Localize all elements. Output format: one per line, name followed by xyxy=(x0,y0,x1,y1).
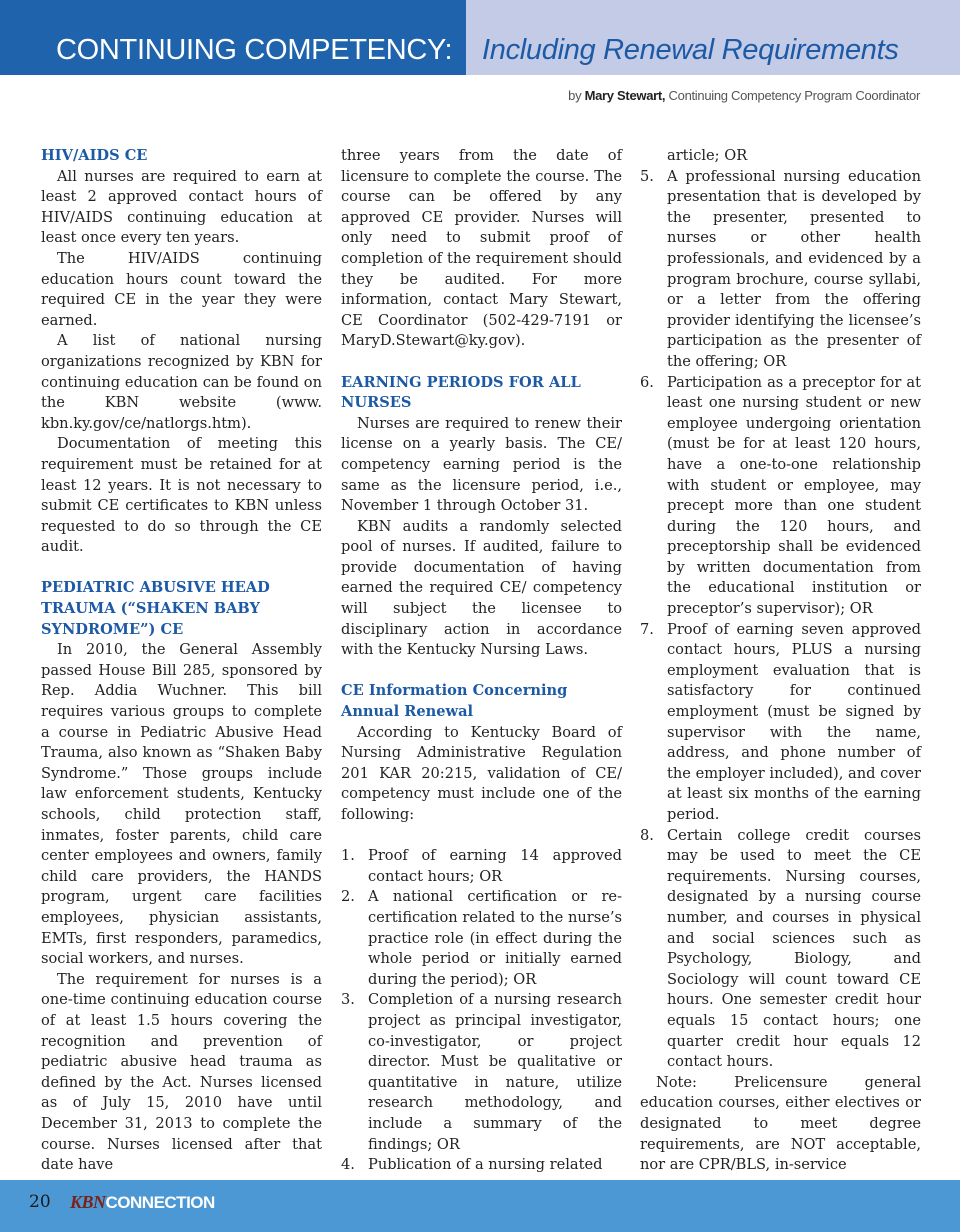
hiv-paragraph-1: All nurses are required to earn at least 2 approved contact hours of HIV/AIDS continuing education at least once every ten years. xyxy=(41,167,322,247)
list-item-number: 5. xyxy=(640,167,654,185)
list-item-text: A professional nursing education presentation that is developed by the presenter, presented to nurses or other health professionals, and evidenced by a program brochure, course syllabi, or a letter from the offering provider identifying the licensee’s participation as the presenter of the offering; OR xyxy=(667,167,921,370)
section-heading-renewal: CE Information Concerning Annual Renewal xyxy=(341,682,568,721)
list-item xyxy=(341,990,622,1155)
byline-author: Mary Stewart, xyxy=(584,88,666,103)
logo-connection: CONNECTION xyxy=(105,1193,215,1212)
earning-paragraph-2: KBN audits a randomly selected pool of nurses. If audited, failure to provide documentation of having earned the required CE/ competency will subject the licensee to disciplinary action in accordance with the Kentucky Nursing Laws. xyxy=(341,517,622,659)
list-item xyxy=(640,620,921,826)
page-header xyxy=(0,0,960,75)
spacer xyxy=(41,558,322,579)
requirements-list xyxy=(341,846,622,1176)
renewal-note: Note: Prelicensure general education courses, either electives or designated to meet degree requirements, are NOT acceptable, nor are CPR/BLS, in-service xyxy=(640,1073,921,1174)
page-subtitle: Including Renewal Requirements xyxy=(482,34,899,66)
list-item-text: Publication of a nursing related xyxy=(368,1156,603,1174)
earning-paragraph-1: Nurses are required to renew their license on a yearly basis. The CE/ competency earning period is the same as the licensure period, i.e., November 1 through October 31. xyxy=(341,414,622,515)
list-item-text: A national certification or re-certification related to the nurse’s practice role (in effect during the whole period or initially earned during the period); OR xyxy=(368,888,622,988)
renewal-intro: According to Kentucky Board of Nursing Administrative Regulation 201 KAR 20:215, validation of CE/ competency must include one of the following: xyxy=(341,723,622,823)
list-item-text: Proof of earning seven approved contact hours, PLUS a nursing employment evaluation that is satisfactory for continued employment (must be signed by supervisor with the name, address, and phone number of the employer included), and cover at least six months of the earning period. xyxy=(667,620,921,823)
pediatric-paragraph-1: In 2010, the General Assembly passed House Bill 285, sponsored by Rep. Addia Wuchner. This bill requires various groups to complete a course in Pediatric Abusive Head Trauma, also known as “Shaken Baby Syndrome.” Those groups include law enforcement students, Kentucky schools, child protection staff, inmates, foster parents, child care center employees and owners, family child care providers, the HANDS program, urgent care facilities employees, physician assistants, EMTs, first responders, paramedics, social workers, and nurses. xyxy=(41,641,322,968)
list-item xyxy=(341,846,622,887)
list-item-number: 6. xyxy=(640,373,654,391)
list-item xyxy=(640,373,921,620)
list-item-number: 2. xyxy=(341,888,355,906)
list-item-text: Certain college credit courses may be used to meet the CE requirements. Nursing courses, designated by a nursing course number, and courses in physical and social sciences such as Psychology, Biology, and Sociology will count toward CE hours. One semester credit hour equals 15 contact hours; one quarter credit hour equals 12 contact hours. xyxy=(667,826,921,1071)
list-item xyxy=(341,887,622,990)
spacer xyxy=(341,826,622,847)
requirements-list-continued xyxy=(640,167,921,1073)
list-item-4-continued: article; OR xyxy=(667,147,748,164)
byline-role: Continuing Competency Program Coordinator xyxy=(665,88,920,103)
list-item-number: 1. xyxy=(341,847,355,865)
section-heading-earning: EARNING PERIODS FOR ALL NURSES xyxy=(341,373,581,412)
list-item-text: Completion of a nursing research project as principal investigator, co-investigator, or project director. Must be qualitative or quantitative in nature, utilize research methodology, and include a summary of the findings; OR xyxy=(368,991,622,1153)
list-item-text: Proof of earning 14 approved contact hours; OR xyxy=(368,847,622,885)
spacer xyxy=(341,352,622,373)
section-heading-pediatric: PEDIATRIC ABUSIVE HEAD TRAUMA (“SHAKEN BABY SYNDROME”) CE xyxy=(41,579,270,638)
list-item xyxy=(341,1155,622,1176)
hiv-paragraph-2: The HIV/AIDS continuing education hours count toward the required CE in the year they were earned. xyxy=(41,249,322,329)
section-heading-hiv: HIV/AIDS CE xyxy=(41,147,148,164)
hiv-paragraph-3: A list of national nursing organizations recognized by KBN for continuing education can be found on the KBN website (www. kbn.ky.gov/ce/natlorgs.htm). xyxy=(41,332,322,432)
byline-prefix: by xyxy=(568,88,585,103)
list-item-number: 3. xyxy=(341,991,355,1009)
list-item-number: 8. xyxy=(640,826,654,844)
list-item-number: 7. xyxy=(640,620,654,638)
kbn-connection-logo xyxy=(70,1192,215,1213)
column-right xyxy=(640,146,921,1176)
pediatric-paragraph-2: The requirement for nurses is a one-time continuing education course of at least 1.5 hours covering the recognition and prevention of pediatric abusive head trauma as defined by the Act. Nurses licensed as of July 15, 2010 have until December 31, 2013 to complete the course. Nurses licensed after that date have xyxy=(41,970,322,1174)
page-title: CONTINUING COMPETENCY: xyxy=(56,34,453,66)
list-item xyxy=(640,826,921,1073)
column-left xyxy=(41,146,322,1176)
list-item-text: Participation as a preceptor for at least one nursing student or new employee undergoing orientation (must be for at least 120 hours, have a one-to-one relationship with student or employee, may precept more than one student during the 120 hours, and preceptorship shall be evidenced by written documentation from the educational institution or preceptor’s supervisor); OR xyxy=(667,373,921,618)
page-number: 20 xyxy=(29,1192,51,1212)
hiv-paragraph-4: Documentation of meeting this requirement must be retained for at least 12 years. It is not necessary to submit CE certificates to KBN unless requested to do so through the CE audit. xyxy=(41,435,322,556)
byline xyxy=(568,88,920,103)
column-middle xyxy=(341,146,622,1176)
spacer xyxy=(341,661,622,682)
list-item xyxy=(640,167,921,373)
list-item-number: 4. xyxy=(341,1156,355,1174)
logo-kbn: KBN xyxy=(70,1192,106,1212)
pediatric-paragraph-2-continued: three years from the date of licensure to complete the course. The course can be offered by any approved CE provider. Nurses will only need to submit proof of completion of the requirement should they be audited. For more information, contact Mary Stewart, CE Coordinator (502-429-7191 or MaryD.Stewart@ky.gov). xyxy=(341,147,622,350)
